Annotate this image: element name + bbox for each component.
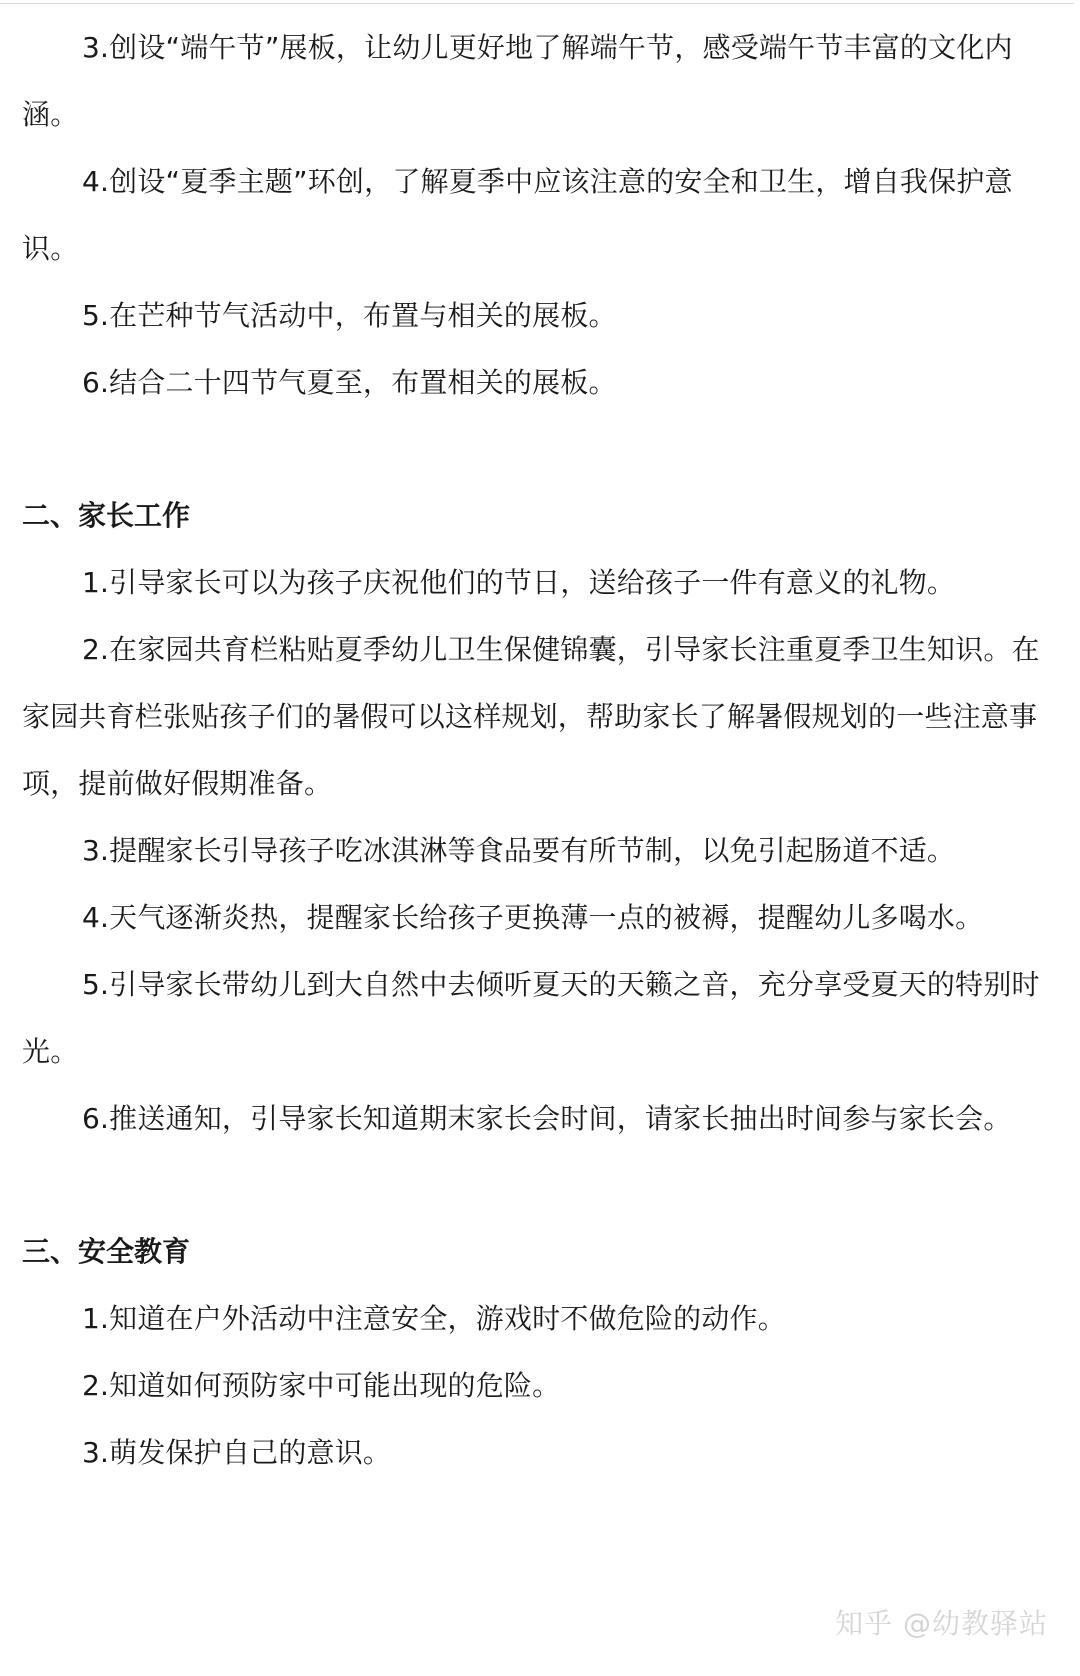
paragraph-env-item-5: 5.在芒种节气活动中，布置与相关的展板。 — [82, 299, 617, 332]
paragraph-parent-item-1: 1.引导家长可以为孩子庆祝他们的节日，送给孩子一件有意义的礼物。 — [82, 566, 956, 599]
paragraph-parent-item-2: 2.在家园共育栏粘贴夏季幼儿卫生保健锦囊，引导家长注重夏季卫生知识。在家园共育栏张贴孩子们的暑假可以这样规划，帮助家长了解暑假规划的一些注意事项，提前做好假期准备。 — [22, 633, 1040, 800]
section-heading-safety-education: 三、安全教育 — [22, 1235, 191, 1268]
paragraph-parent-item-6: 6.推送通知，引导家长知道期末家长会时间，请家长抽出时间参与家长会。 — [82, 1102, 1012, 1135]
paragraph-parent-item-4: 4.天气逐渐炎热，提醒家长给孩子更换薄一点的被褥，提醒幼儿多喝水。 — [82, 901, 984, 934]
section-gap — [22, 1152, 1062, 1218]
zhihu-watermark: 知乎 @幼教驿站 — [835, 1607, 1048, 1640]
paragraph-env-item-3: 3.创设“端午节”展板，让幼儿更好地了解端午节，感受端午节丰富的文化内涵。 — [22, 31, 1013, 131]
paragraph-env-item-4: 4.创设“夏季主题”环创，了解夏季中应该注意的安全和卫生，增自我保护意识。 — [22, 165, 1013, 265]
document-body — [22, 14, 1062, 1486]
paragraph-parent-item-5: 5.引导家长带幼儿到大自然中去倾听夏天的天籁之音，充分享受夏天的特别时光。 — [22, 968, 1040, 1068]
paragraph-parent-item-3: 3.提醒家长引导孩子吃冰淇淋等食品要有所节制，以免引起肠道不适。 — [82, 834, 956, 867]
paragraph-env-item-6: 6.结合二十四节气夏至，布置相关的展板。 — [82, 366, 617, 399]
paragraph-safety-item-2: 2.知道如何预防家中可能出现的危险。 — [82, 1369, 561, 1402]
paragraph-safety-item-3: 3.萌发保护自己的意识。 — [82, 1436, 392, 1469]
section-gap — [22, 416, 1062, 482]
paragraph-safety-item-1: 1.知道在户外活动中注意安全，游戏时不做危险的动作。 — [82, 1302, 786, 1335]
top-divider — [0, 3, 1074, 4]
section-heading-parent-work: 二、家长工作 — [22, 499, 191, 532]
